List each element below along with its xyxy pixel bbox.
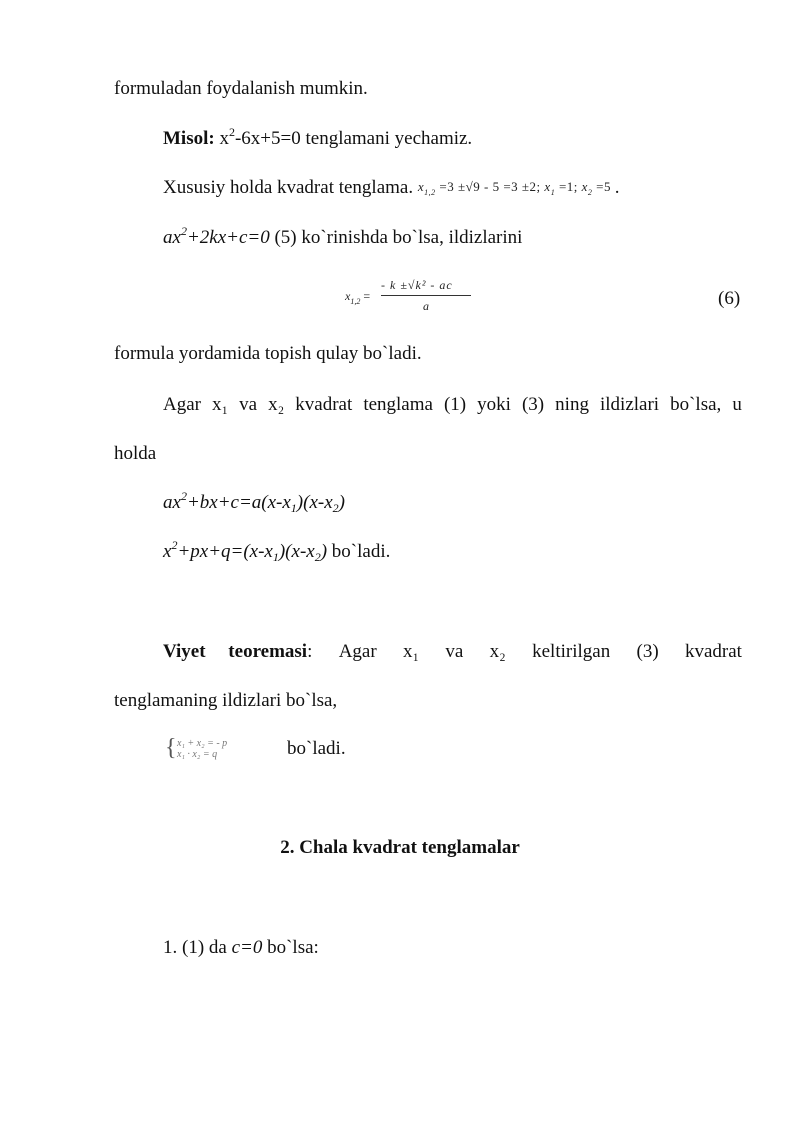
example-line [163, 125, 473, 151]
text-line-formuladan: formuladan foydalanish mumkin. [114, 78, 368, 99]
factorization-general: $ax^2+bx+c=a(x-x_1)(x-x_2)$ [163, 489, 345, 515]
case-1-line: 1. (1) da c=0 bo`lsa: [163, 937, 319, 958]
form5-rest: (5) ko`rinishda bo`lsa, ildizlarini [269, 227, 523, 248]
special-case-period: . [614, 177, 620, 198]
agar-word: ning [555, 394, 589, 415]
system-rest: bo`ladi. [287, 738, 346, 759]
viyet-word: (3) [636, 641, 659, 662]
special-case-text: Xususiy holda kvadrat tenglama. [163, 177, 414, 198]
viyet-word: kvadrat [684, 641, 742, 662]
agar-word: va [239, 394, 258, 415]
agar-line [163, 394, 742, 417]
factorization-reduced: $x^2+px+q=(x-x_1)(x-x_2)$ bo`ladi. [163, 538, 391, 564]
special-case-formula: $x_{1,2} =3 \pm√9 - 5 =3 \pm 2$; $x_1 =1$; $x_2 =5$ [417, 179, 612, 197]
formula6-denominator: a [423, 299, 429, 313]
formula6-lhs-sub: 1,2 [350, 297, 361, 306]
system-row-1: x₁ + x₂ = - p [177, 738, 228, 749]
viyet-line: Viyet teoremasi: Agar x₁ va x₂ keltirilgan (3) kvadrat [163, 641, 742, 662]
form5-b: +2kx+c=0 [186, 227, 270, 248]
formula6-numerator: - k ±√k² - ac [381, 278, 453, 292]
vieta-system [165, 735, 285, 762]
formula6-lhs: x [345, 289, 351, 303]
system-brace: { [165, 735, 177, 761]
agar-word: x₁ [212, 394, 229, 415]
agar-word: u [732, 394, 742, 415]
agar-word: kvadrat [295, 394, 353, 415]
agar-word: yoki [477, 394, 511, 415]
formula6-number: (6) [718, 288, 741, 309]
special-case-line [163, 177, 620, 200]
agar-word: (1) [443, 394, 467, 415]
agar-word: bo`lsa, [670, 394, 722, 415]
agar-word: tenglama [363, 394, 433, 415]
agar-word: x₂ [268, 394, 285, 415]
viyet-word: x₁ [402, 641, 420, 662]
agar-continuation: holda [114, 443, 157, 464]
form5-a: ax [163, 227, 181, 248]
agar-word: ildizlari [599, 394, 660, 415]
viyet-word: Agar [338, 641, 377, 662]
viyet-word: va [445, 641, 464, 662]
case-1-condition: c=0 [231, 937, 263, 958]
viyet-word: x₂ [489, 641, 506, 662]
form5-line [163, 224, 523, 250]
agar-word: (3) [521, 394, 545, 415]
viyet-label: Viyet teoremasi [163, 641, 308, 662]
example-label: Misol: [163, 128, 215, 149]
form5-exponent: 2 [180, 224, 187, 238]
viyet-word: keltirilgan [532, 641, 611, 662]
example-x: x [219, 128, 229, 149]
agar-word: Agar [163, 394, 201, 415]
formula6-fraction-bar [381, 295, 471, 296]
example-equation: -6x+5=0 tenglamani yechamiz. [234, 128, 473, 149]
text-line-formula-yordamida: formula yordamida topish qulay bo`ladi. [114, 343, 422, 364]
example-exponent: 2 [228, 125, 235, 139]
formula-6: $x_{1,2}$ = - k ±√k² - ac a [345, 277, 495, 319]
viyet-continuation: tenglamaning ildizlari bo`lsa, [114, 690, 338, 711]
system-row-2: x₁ · x₂ = q [177, 749, 218, 760]
section-heading: 2. Chala kvadrat tenglamalar [280, 837, 520, 858]
